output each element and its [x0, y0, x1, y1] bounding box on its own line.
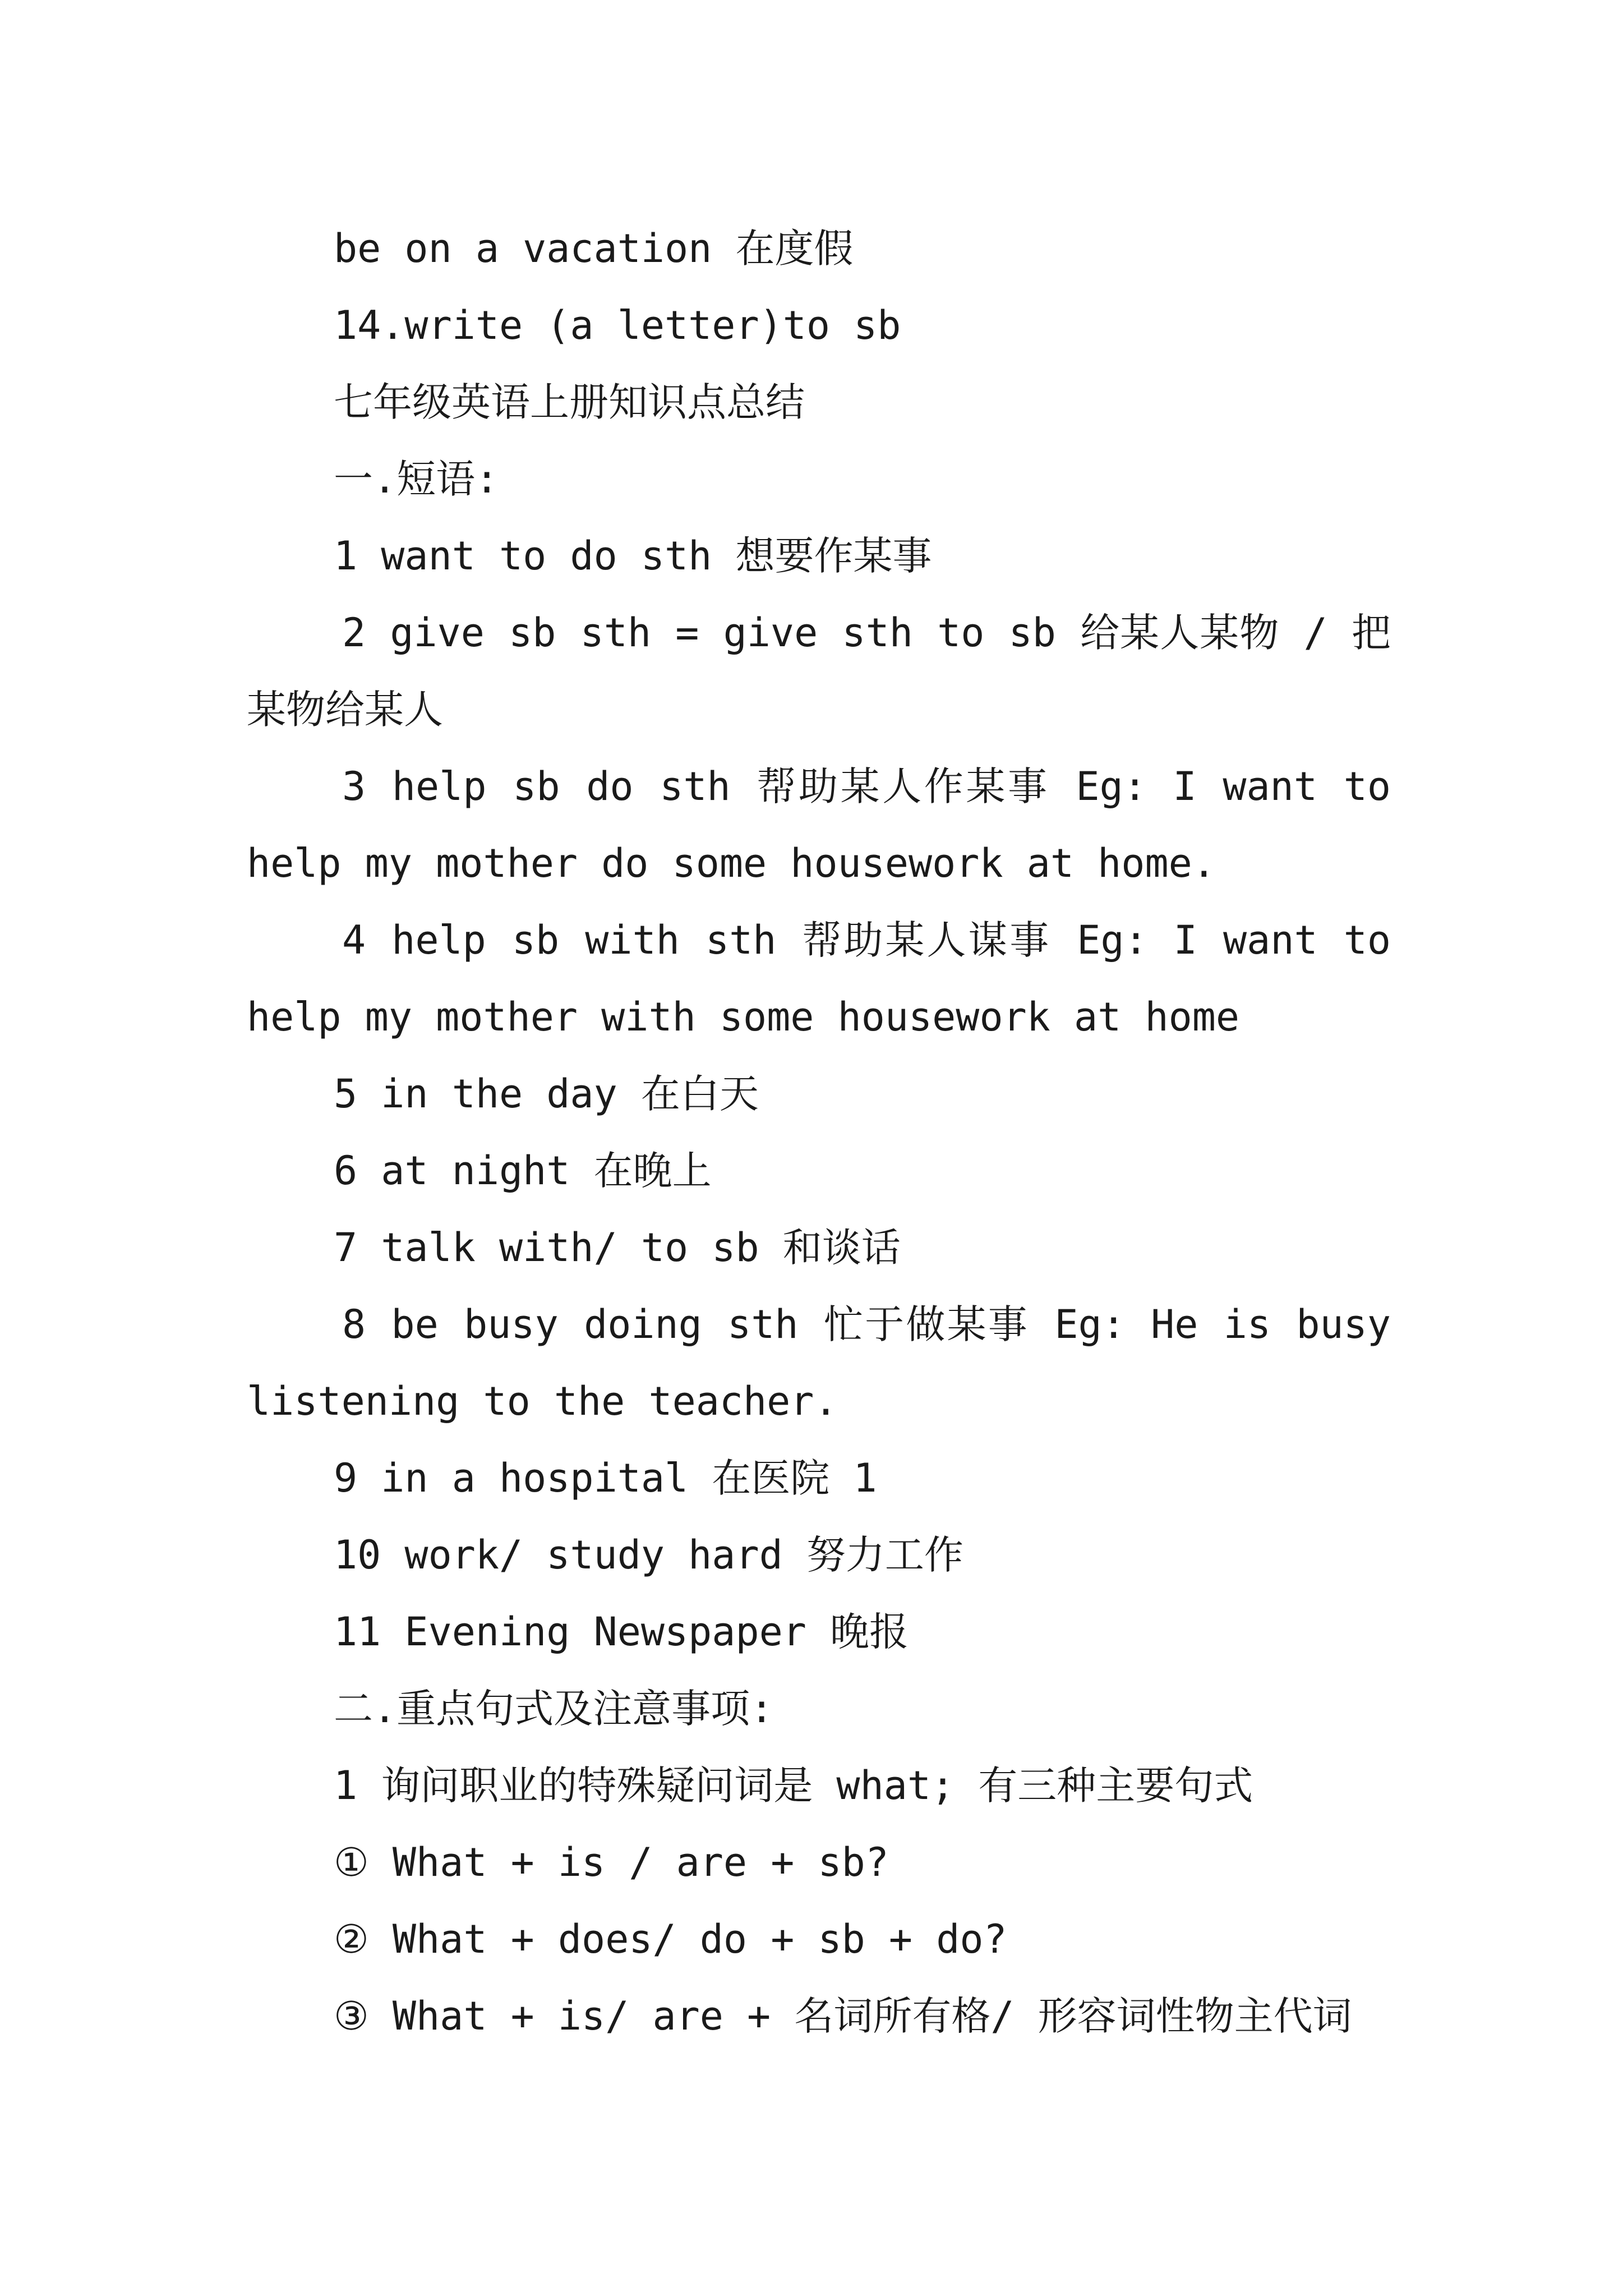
section-heading: 七年级英语上册知识点总结 [334, 379, 805, 425]
phrase-item-4: 4 help sb with sth 帮助某人谋事 Eg: I want to help my mother with some housework at home [247, 917, 1391, 1040]
phrase-item-5: 5 in the day 在白天 [334, 1071, 759, 1117]
sentence-pattern-1: ① What + is / are + sb? [334, 1839, 889, 1885]
document-body [247, 210, 1391, 2055]
phrase-item-1: 1 want to do sth 想要作某事 [334, 533, 932, 579]
text-line-2: 14.write (a letter)to sb [334, 302, 901, 348]
phrase-item-3: 3 help sb do sth 帮助某人作某事 Eg: I want to help my mother do some housework at home. [247, 763, 1391, 886]
phrase-item-7: 7 talk with/ to sb 和谈话 [334, 1225, 901, 1271]
text-line-1: be on a vacation 在度假 [334, 226, 854, 272]
phrase-item-11: 11 Evening Newspaper 晚报 [334, 1609, 909, 1655]
phrase-item-10: 10 work/ study hard 努力工作 [334, 1532, 963, 1578]
phrase-item-6: 6 at night 在晚上 [334, 1148, 712, 1194]
sentence-pattern-2: ② What + does/ do + sb + do? [334, 1916, 1007, 1962]
sentence-item-1: 1 询问职业的特殊疑问词是 what; 有三种主要句式 [334, 1763, 1253, 1809]
subsection-heading-phrases: 一.短语: [334, 456, 499, 502]
sentence-pattern-3: ③ What + is/ are + 名词所有格/ 形容词性物主代词 [334, 1993, 1352, 2039]
phrase-item-8: 8 be busy doing sth 忙于做某事 Eg: He is busy listening to the teacher. [247, 1301, 1391, 1424]
subsection-heading-sentences: 二.重点句式及注意事项: [334, 1686, 774, 1732]
phrase-item-2: 2 give sb sth = give sth to sb 给某人某物 / 把某物给某人 [247, 610, 1391, 733]
phrase-item-9: 9 in a hospital 在医院 1 [334, 1455, 877, 1501]
